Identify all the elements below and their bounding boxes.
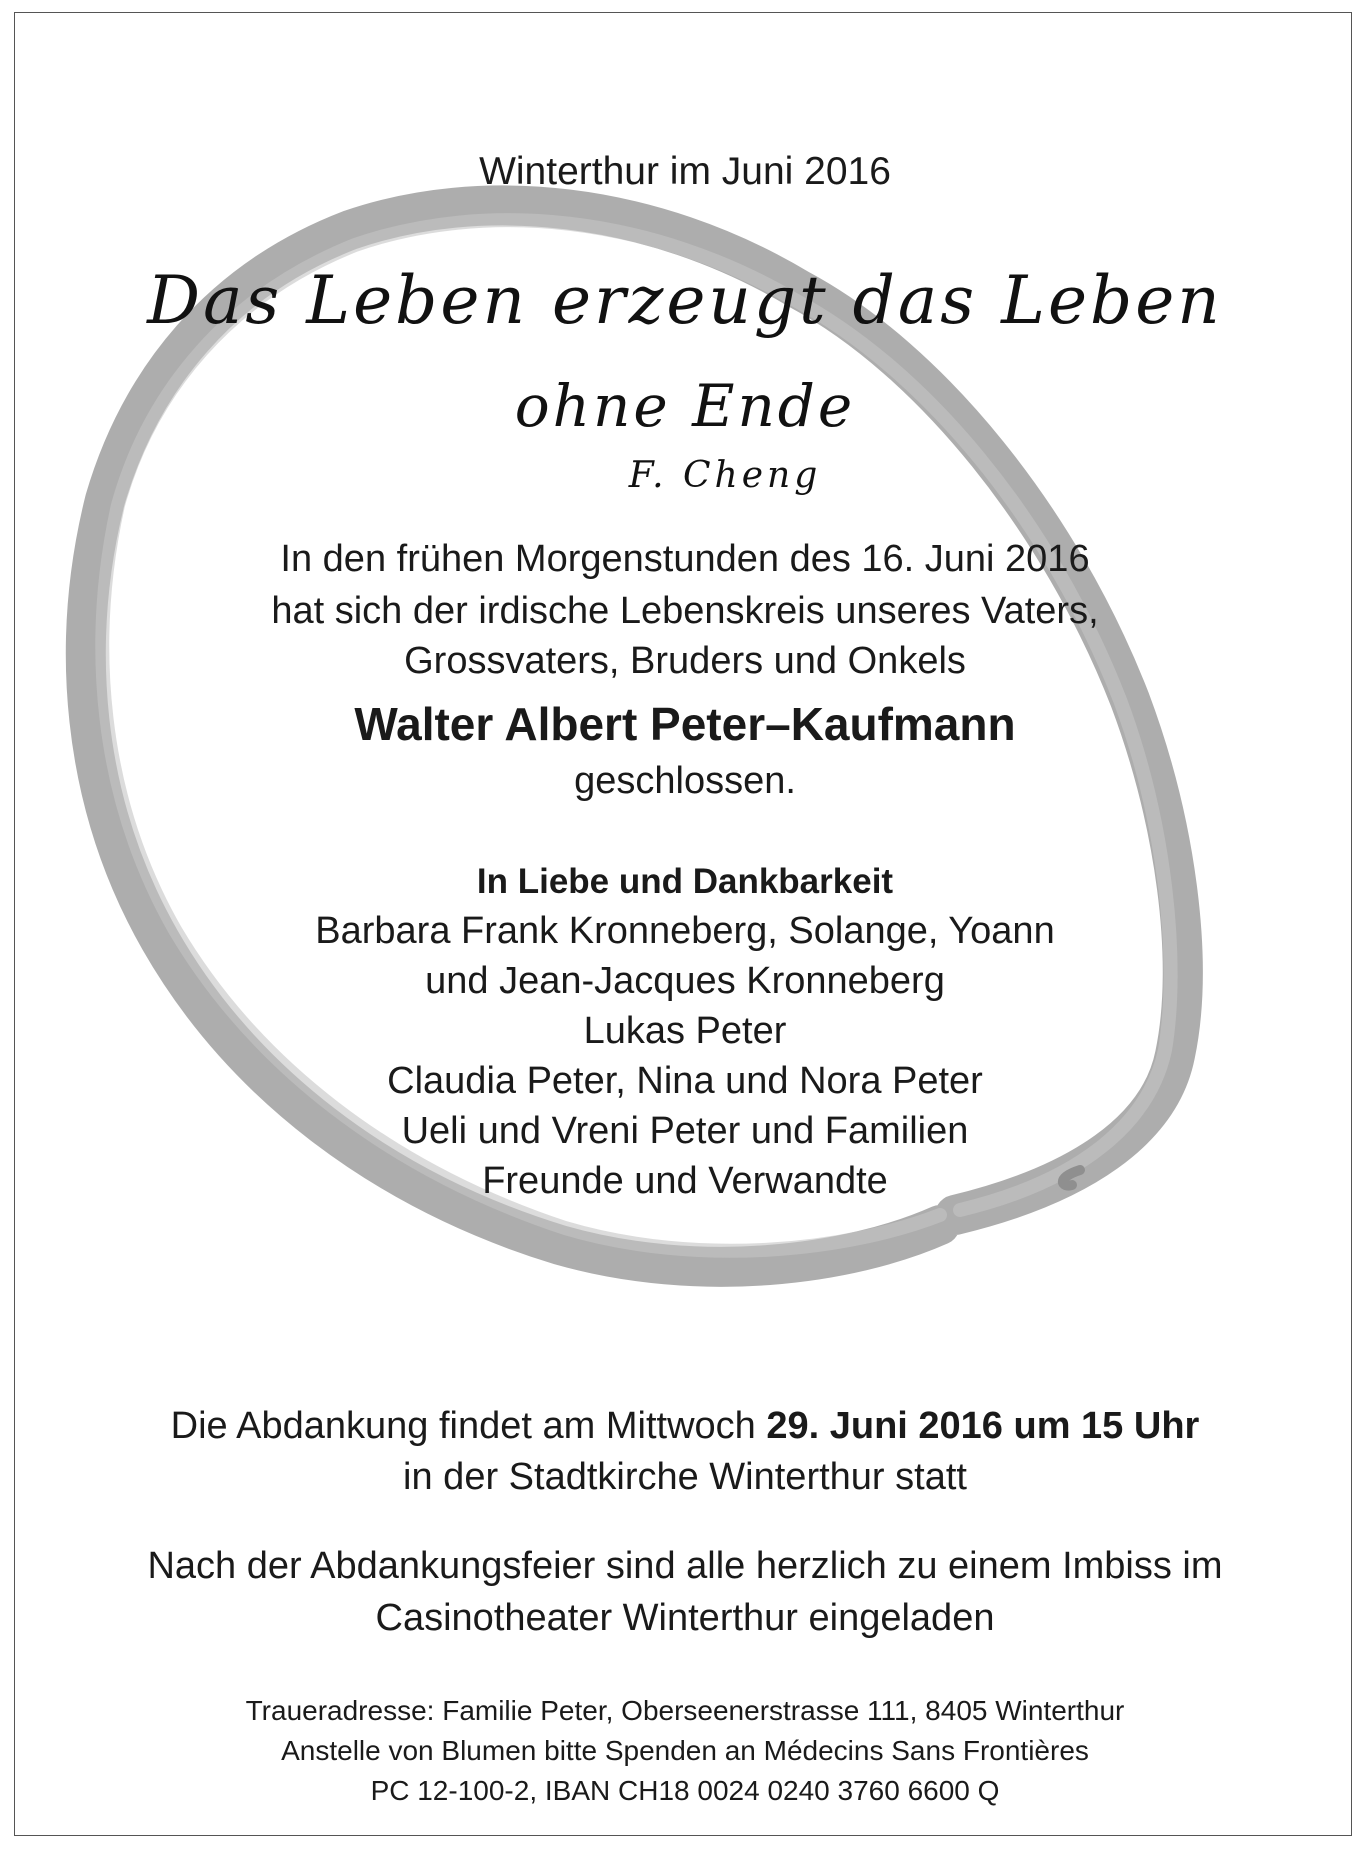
mourners-heading: In Liebe und Dankbarkeit [476, 862, 894, 901]
donation-note: Anstelle von Blumen bitte Spenden an Médecins Sans Frontières [281, 1735, 1089, 1766]
quote-line-1: Das Leben erzeugt das Leben [147, 262, 1223, 339]
reception-line-1: Nach der Abdankungsfeier sind alle herzlich zu einem Imbiss im [147, 1545, 1223, 1587]
service-line-1 [0, 1405, 1370, 1448]
date-line: Winterthur im Juni 2016 [479, 150, 891, 193]
mourner-line: Barbara Frank Kronneberg, Solange, Yoann [315, 910, 1055, 952]
mourner-line: und Jean-Jacques Kronneberg [425, 960, 945, 1002]
quote-line-2: ohne Ende [514, 372, 856, 440]
mourner-line: Freunde und Verwandte [482, 1160, 888, 1202]
mourner-line: Lukas Peter [583, 1010, 787, 1052]
announcement-line-2: hat sich der irdische Lebenskreis unseres Vaters, [271, 590, 1099, 632]
mourner-line: Ueli und Vreni Peter und Familien [401, 1110, 969, 1152]
quote-author: F. Cheng [628, 455, 822, 496]
announcement-line-3: Grossvaters, Bruders und Onkels [404, 640, 966, 682]
reception-line-2: Casinotheater Winterthur eingeladen [375, 1597, 995, 1639]
announcement-line-1: In den frühen Morgenstunden des 16. Juni 2016 [280, 538, 1090, 580]
mourner-line: Claudia Peter, Nina und Nora Peter [387, 1060, 983, 1102]
mourning-address: Traueradresse: Familie Peter, Oberseenerstrasse 111, 8405 Winterthur [245, 1695, 1125, 1726]
service-line-2: in der Stadtkirche Winterthur statt [403, 1456, 967, 1498]
service-line-1-text: Die Abdankung findet am Mittwoch [170, 1405, 767, 1447]
bank-details: PC 12-100-2, IBAN CH18 0024 0240 3760 6600 Q [370, 1775, 1000, 1806]
announcement-line-4: geschlossen. [574, 760, 796, 802]
deceased-name: Walter Albert Peter–Kaufmann [354, 698, 1016, 750]
service-date-time: 29. Juni 2016 um 15 Uhr [766, 1405, 1200, 1447]
